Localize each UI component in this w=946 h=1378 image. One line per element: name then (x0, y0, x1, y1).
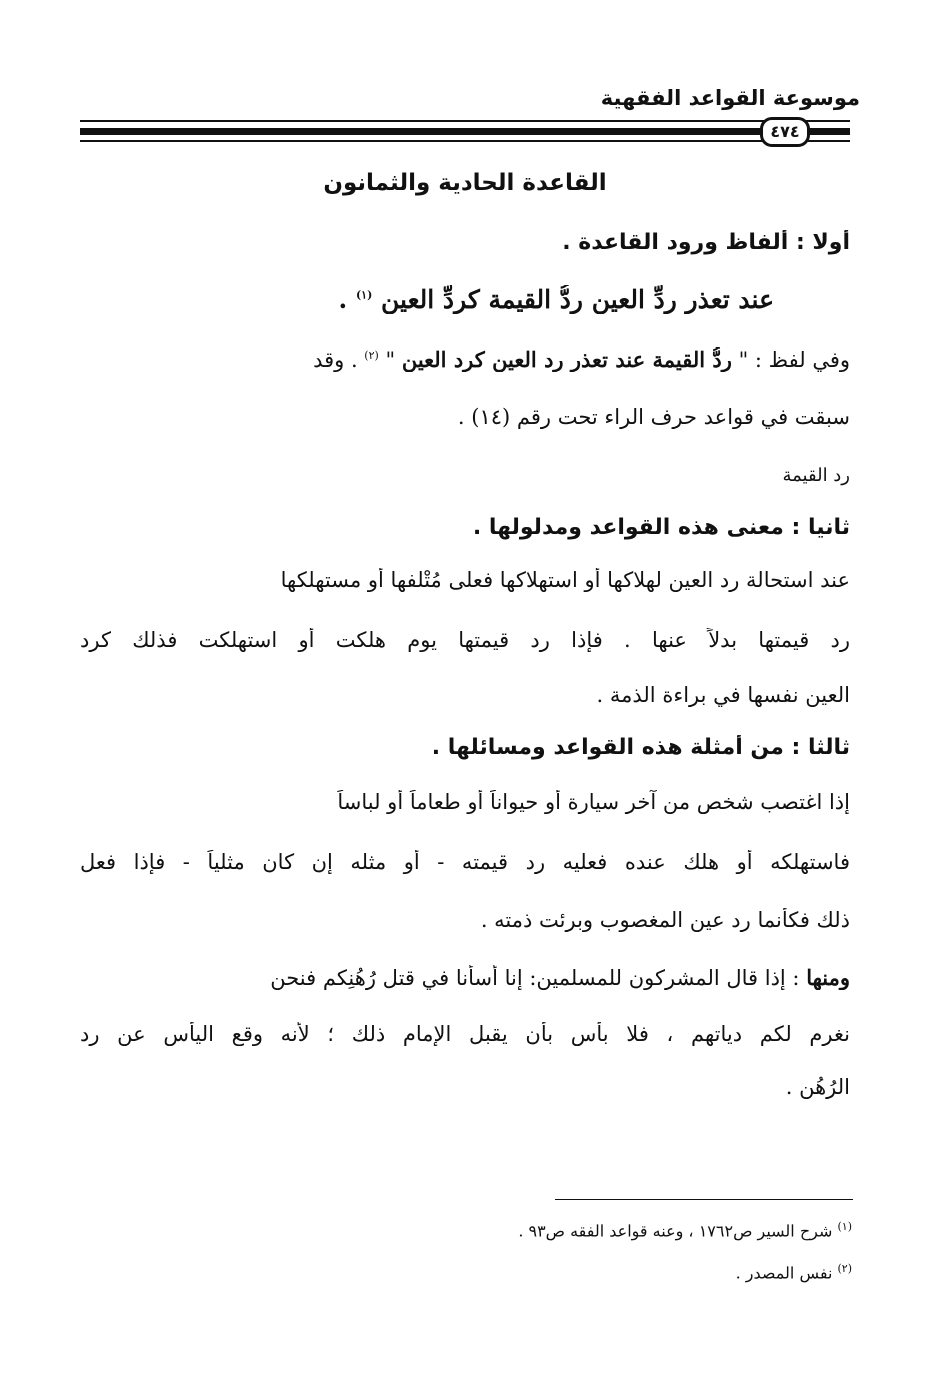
example-line-6: الرُهُن . (785, 1075, 850, 1099)
example-line-5: نغرم لكم دياتهم ، فلا بأس بأن يقبل الإمام ذلك ؛ لأنه وقع اليأس عن رد (80, 1022, 850, 1046)
footnote-2-mark: (٢) (837, 1262, 852, 1275)
cross-reference-line: سبقت في قواعد حرف الراء تحت رقم (١٤) . (457, 405, 850, 429)
footnote-1-text: شرح السير ص١٧٦٢ ، وعنه قواعد الفقه ص٩٣ . (518, 1221, 838, 1241)
footnote-ref-2: (٢) (364, 349, 379, 362)
example-line-4-text: : إذا قال المشركون للمسلمين: إنا أَسأْنا في قتل رُهُنِكم فنحن (270, 966, 807, 990)
footnote-2 (300, 1262, 852, 1282)
rule-statement (339, 285, 774, 314)
rule-text: عند تعذر ردِّ العين ردُّ القيمة كردِّ العين (381, 285, 774, 314)
running-header-title: موسوعة القواعد الفقهية (600, 86, 860, 110)
header-rule-top (80, 120, 850, 122)
alt-wording-phrase: ردُّ القيمة عند تعذر رد العين كرد العين (401, 347, 732, 372)
footnote-1-mark: (١) (837, 1220, 852, 1233)
page-number: ٤٧٤ (760, 117, 810, 147)
example-line-1: إذا اغتصب شخص من آخر سيارة أو حيواناً أو طعاماً أو لباساً (337, 790, 850, 814)
example-line-3: ذلك فكأنما رد عين المغصوب وبرئت ذمته . (480, 908, 850, 932)
example-line-4 (80, 965, 850, 990)
chapter-title: القاعدة الحادية والثمانون (323, 170, 607, 196)
alt-wording-line (80, 347, 850, 372)
alt-wording-prefix: وفي لفظ : " (731, 348, 850, 372)
example-line-2: فاستهلكه أو هلك عنده فعليه رد قيمته - أو مثله إن كان مثلياً - فإذا فعل (80, 850, 850, 874)
section-heading-meaning: ثانيا : معنى هذه القواعد ومدلولها . (472, 515, 850, 540)
header-rule-thick (80, 128, 850, 135)
section-heading-examples: ثالثا : من أمثلة هذه القواعد ومسائلها . (431, 735, 850, 760)
keyword-label: رد القيمة (782, 465, 850, 486)
meaning-line-3: العين نفسها في براءة الذمة . (596, 683, 850, 707)
rule-end: . (338, 285, 348, 314)
footnote-separator (555, 1199, 853, 1200)
footnote-1 (300, 1220, 852, 1240)
header-rule-bottom (80, 140, 850, 142)
footnote-ref-1: (١) (355, 288, 373, 302)
alt-wording-quote: " (378, 348, 402, 372)
footnote-2-text: نفس المصدر . (735, 1263, 838, 1283)
section-heading-wording: أولا : ألفاظ ورود القاعدة . (562, 230, 850, 255)
meaning-line-1: عند استحالة رد العين لهلاكها أو استهلاكها فعلى مُتْلفها أو مستهلكها (280, 568, 850, 592)
alt-wording-suffix: . وقد (313, 348, 365, 372)
meaning-line-2: رد قيمتها بدلاً عنها . فإذا رد قيمتها يوم هلكت أو استهلكت فذلك كرد (80, 628, 850, 652)
example-lead-word: ومنها (806, 965, 850, 990)
